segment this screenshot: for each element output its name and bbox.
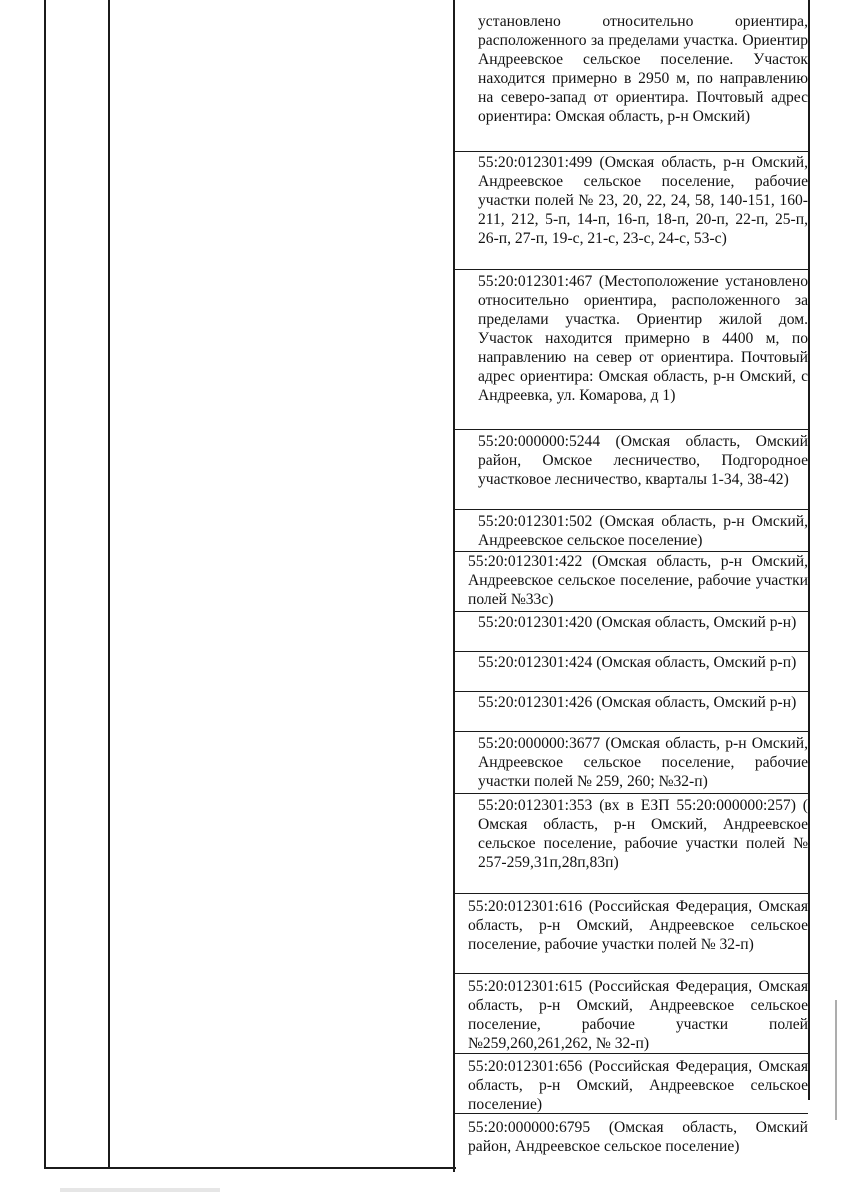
scan-edge-mark (835, 1000, 837, 1120)
entry-text: 55:20:012301:426 (Омская область, Омский р-н) (478, 694, 797, 711)
entry-text: 55:20:012301:502 (Омская область, р-н Омский, Андреевское сельское поселение) (478, 513, 808, 549)
table-row (454, 0, 808, 152)
entry-text: 55:20:012301:656 (Российская Федерация, Омская область, р-н Омский, Андреевское сельское поселение) (468, 1058, 808, 1113)
table-row (454, 152, 808, 270)
table-row (454, 732, 808, 794)
entry-text: 55:20:012301:467 (Местоположение установлено относительно ориентира, расположенного за пределами участка. Ориентир жилой дом. Участок находится примерно в 4400 м, по направлению на север от ориентира. Почтовый адрес ориентира: Омская область, р-н Омский, с Андреевка, ул. Комарова, д 1) (478, 273, 808, 404)
table-row (454, 652, 808, 692)
entry-text: 55:20:000000:6795 (Омская область, Омский район, Андреевское сельское поселение) (468, 1119, 808, 1155)
entry-text: 55:20:012301:422 (Омская область, р-н Омский, Андреевское сельское поселение, рабочие участки полей №33с) (468, 553, 808, 608)
entry-text: 55:20:012301:616 (Российская Федерация, Омская область, р-н Омский, Андреевское сельское поселение, рабочие участки полей № 32-п) (468, 898, 808, 953)
table-border-left (44, 0, 46, 1168)
table-row (454, 894, 808, 974)
entry-text: установлено относительно ориентира, расположенного за пределами участка. Ориентир Андреевское сельское поселение. Участок находится примерно в 2950 м, по направлению на северо-запад от ориентира. Почтовый адрес ориентира: Омская область, р-н Омский) (478, 13, 808, 125)
table-column-divider-1 (108, 0, 110, 1168)
table-row (454, 692, 808, 732)
entry-text: 55:20:012301:353 (вх в ЕЗП 55:20:000000:257) ( Омская область, р-н Омский, Андреевское сельское поселение, рабочие участки полей № 257-259,31п,28п,83п) (478, 797, 808, 871)
table-row (454, 430, 808, 510)
table-border-right (808, 0, 810, 1100)
entry-text: 55:20:012301:615 (Российская Федерация, Омская область, р-н Омский, Андреевское сельское поселение, рабочие участки полей №259,260,261,262, № 32-п) (468, 978, 808, 1052)
table-row (454, 1054, 808, 1114)
table-row (454, 612, 808, 652)
entry-text: 55:20:012301:424 (Омская область, Омский р-п) (478, 654, 797, 671)
entry-text: 55:20:012301:499 (Омская область, р-н Омский, Андреевское сельское поселение, рабочие участки полей № 23, 20, 22, 24, 58, 140-151, 160-211, 212, 5-п, 14-п, 16-п, 18-п, 20-п, 22-п, 25-п, 26-п, 27-п, 19-с, 21-с, 23-с, 24-с, 53-с) (478, 154, 808, 247)
table-row (454, 510, 808, 552)
table-row (454, 552, 808, 612)
table-row (454, 974, 808, 1054)
entry-text: 55:20:012301:420 (Омская область, Омский р-н) (478, 614, 797, 631)
table-row (454, 1114, 808, 1174)
table-row (454, 794, 808, 894)
scan-smudge (60, 1188, 220, 1192)
table-bottom-border (44, 1167, 456, 1169)
table-row (454, 270, 808, 430)
entry-text: 55:20:000000:5244 (Омская область, Омский район, Омское лесничество, Подгородное участковое лесничество, кварталы 1-34, 38-42) (478, 433, 808, 488)
entry-text: 55:20:000000:3677 (Омская область, р-н Омский, Андреевское сельское поселение, рабочие участки полей № 259, 260; №32-п) (478, 735, 808, 790)
